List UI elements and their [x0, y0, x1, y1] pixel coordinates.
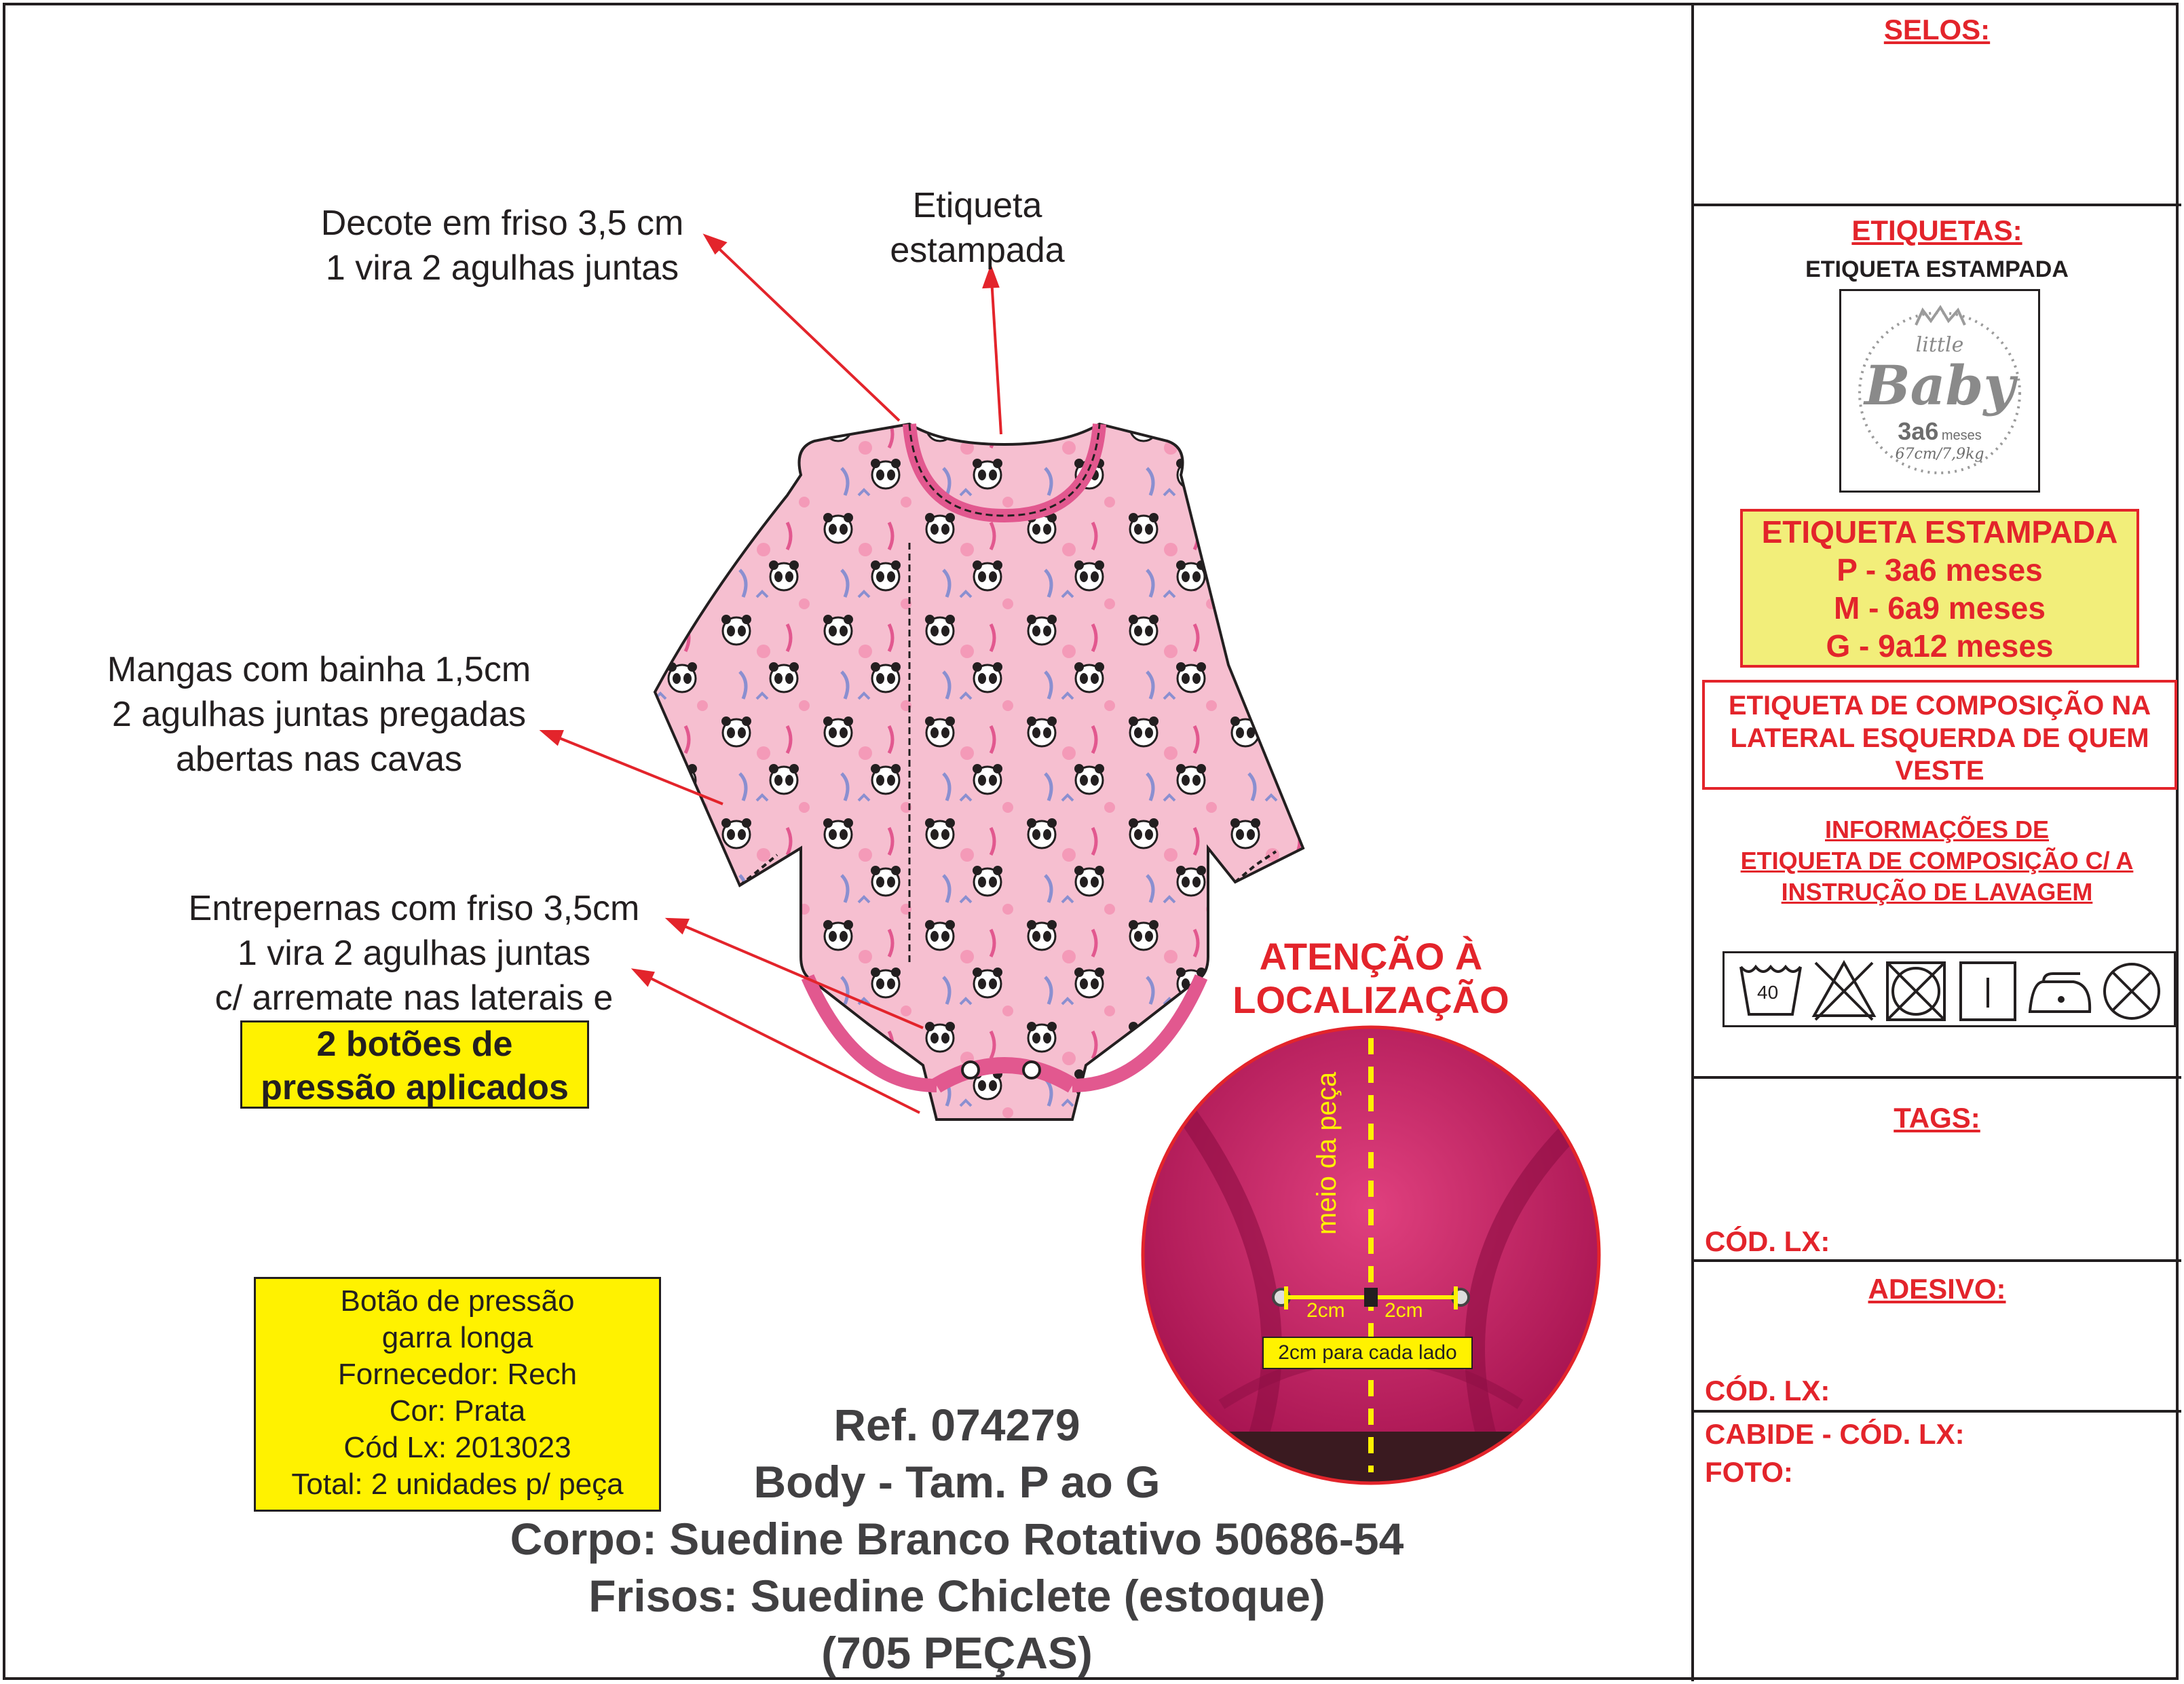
- sidebar-rule-2: [1693, 1076, 2181, 1079]
- sidebar-rule-4: [1693, 1410, 2181, 1413]
- entrepernas-line-3: c/ arremate nas laterais e: [214, 978, 614, 1018]
- detail-caption: 2cm para cada lado: [1262, 1337, 1473, 1369]
- cod-lx-1: CÓD. LX:: [1705, 1225, 1830, 1257]
- logo-size-unit: meses: [1941, 428, 1982, 443]
- sidebar-rule-1: [1693, 204, 2181, 206]
- logo-size: 3a6: [1898, 417, 1939, 445]
- decote-annotation: [292, 201, 713, 290]
- logo-brand: Baby: [1864, 353, 2015, 417]
- informacoes-line-1: INFORMAÇÕES DE: [1824, 816, 2049, 843]
- product-info: [380, 1396, 1534, 1681]
- etiqueta-estampada-label: ETIQUETA ESTAMPADA: [1805, 256, 2069, 282]
- composicao-box: [1702, 680, 2177, 790]
- meio-label: [1310, 1201, 1480, 1235]
- botao-info-line-4: Cor: Prata: [389, 1394, 526, 1428]
- logo-top: little: [1915, 333, 1964, 357]
- line-dry-icon: [1954, 957, 2022, 1022]
- entrepernas-line-1: Entrepernas com friso 3,5cm: [188, 889, 640, 928]
- corpo-line: Corpo: Suedine Branco Rotativo 50686-54: [510, 1514, 1404, 1564]
- informacoes-line-2: ETIQUETA DE COMPOSIÇÃO C/ A: [1740, 847, 2134, 875]
- entrepernas-annotation: [136, 886, 692, 1020]
- composicao-line-1: ETIQUETA DE COMPOSIÇÃO NA: [1728, 691, 2151, 721]
- tags-heading: TAGS:: [1894, 1102, 1980, 1134]
- body-size-line: Body - Tam. P ao G: [753, 1457, 1161, 1507]
- iron-low-icon: [2026, 957, 2094, 1022]
- atencao-heading: [1208, 935, 1534, 1022]
- cod-lx-2: CÓD. LX:: [1705, 1375, 1830, 1406]
- informacoes: [1693, 814, 2181, 908]
- care-symbols: [1722, 951, 2176, 1027]
- size-m: M - 6a9 meses: [1834, 590, 2046, 626]
- decote-line-2: 1 vira 2 agulhas juntas: [325, 248, 679, 288]
- atencao-line-1: ATENÇÃO À: [1259, 935, 1483, 978]
- etiqueta-line-2: estampada: [890, 231, 1065, 270]
- botoes-highlight: [240, 1020, 589, 1109]
- sizes-title: ETIQUETA ESTAMPADA: [1761, 514, 2118, 550]
- informacoes-line-3: INSTRUÇÃO DE LAVAGEM: [1781, 878, 2093, 906]
- composicao-line-3: VESTE: [1895, 756, 1984, 786]
- botao-info-line-3: Fornecedor: Rech: [337, 1358, 578, 1391]
- etiquetas-heading: ETIQUETAS:: [1851, 214, 2022, 246]
- mangas-line-3: abertas nas cavas: [175, 740, 463, 779]
- frisos-line: Frisos: Suedine Chiclete (estoque): [588, 1571, 1325, 1621]
- atencao-line-2: LOCALIZAÇÃO: [1232, 978, 1509, 1021]
- decote-line-1: Decote em friso 3,5 cm: [320, 204, 684, 243]
- size-g: G - 9a12 meses: [1826, 628, 2054, 664]
- etiqueta-line-1: Etiqueta: [912, 186, 1042, 225]
- entrepernas-line-2: 1 vira 2 agulhas juntas: [237, 934, 591, 973]
- sizes-box: [1740, 509, 2139, 668]
- composicao-line-2: LATERAL ESQUERDA DE QUEM: [1730, 723, 2149, 753]
- botao-info-line-6: Total: 2 unidades p/ peça: [291, 1468, 624, 1501]
- logo-size-row: [1875, 417, 2004, 446]
- right-measure: 2cm: [1385, 1299, 1423, 1322]
- mangas-line-1: Mangas com bainha 1,5cm: [107, 650, 531, 689]
- selos-heading: SELOS:: [1883, 14, 1991, 45]
- label-logo: [1839, 289, 2040, 493]
- wash-temp: 40: [1757, 982, 1779, 1003]
- botoes-line-1: 2 botões de: [316, 1025, 513, 1064]
- logo-measures: 67cm/7,9kg: [1895, 446, 1984, 463]
- no-dry-clean-icon: [2098, 957, 2166, 1022]
- mangas-annotation: [61, 647, 577, 782]
- mangas-line-2: 2 agulhas juntas pregadas: [111, 695, 526, 734]
- cabide-label: CABIDE - CÓD. LX:: [1705, 1418, 1965, 1450]
- botoes-line-2: pressão aplicados: [261, 1068, 569, 1107]
- left-measure: 2cm: [1306, 1299, 1345, 1322]
- no-bleach-icon: [1810, 957, 1878, 1022]
- foto-label: FOTO:: [1705, 1456, 1793, 1488]
- ref-line: Ref. 074279: [833, 1400, 1080, 1450]
- botao-info-line-1: Botão de pressão: [340, 1284, 575, 1318]
- sidebar-rule-3: [1693, 1259, 2181, 1262]
- no-tumble-dry-icon: [1882, 957, 1950, 1022]
- etiqueta-annotation: [814, 183, 1140, 273]
- pecas-line: (705 PEÇAS): [821, 1628, 1093, 1678]
- botao-info-line-5: Cód Lx: 2013023: [343, 1431, 571, 1464]
- adesivo-heading: ADESIVO:: [1868, 1273, 2006, 1305]
- size-p: P - 3a6 meses: [1837, 552, 2043, 588]
- botao-info-line-2: garra longa: [381, 1321, 533, 1354]
